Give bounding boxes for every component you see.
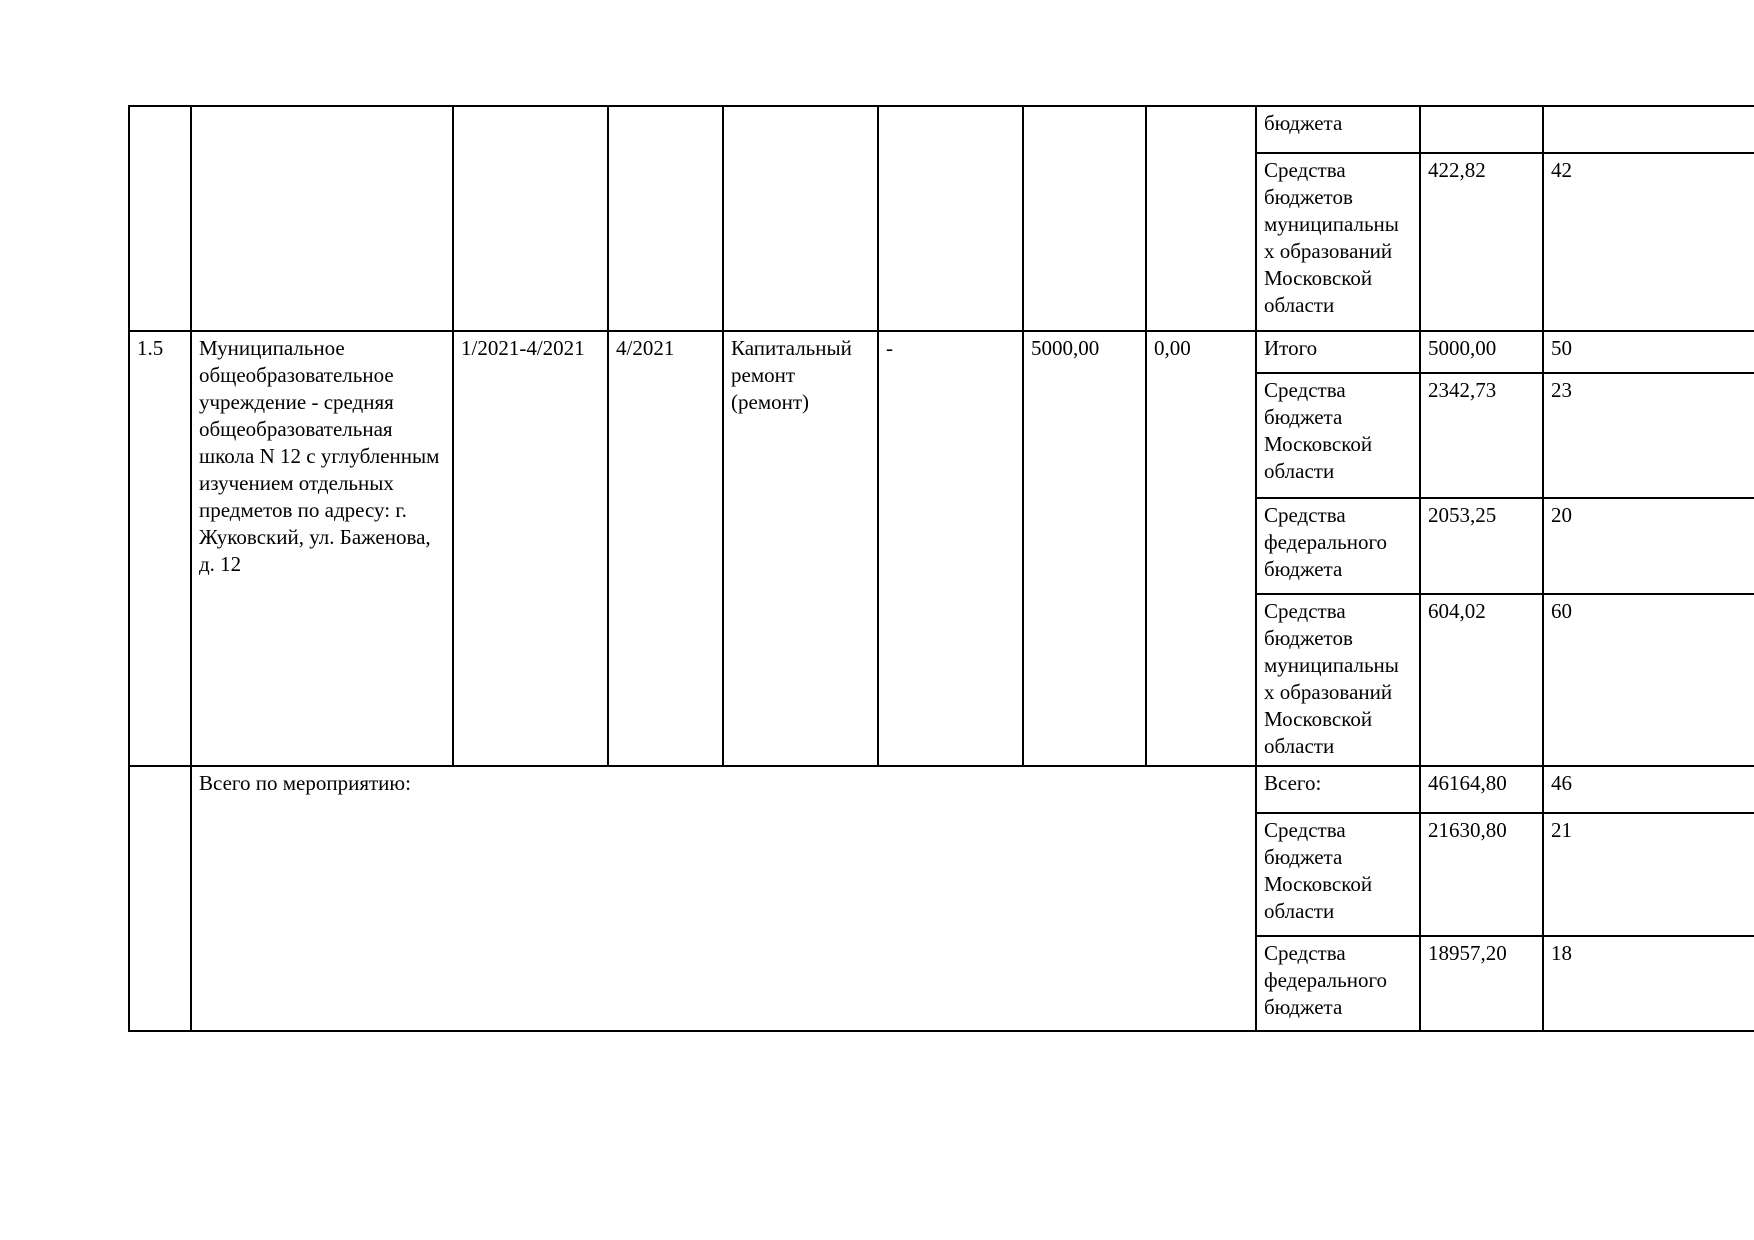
cell-work-type: Капитальный ремонт (ремонт): [723, 331, 878, 766]
cell-funding-2021: 5000,00: [1420, 331, 1543, 373]
cell-dash: -: [878, 331, 1023, 766]
cell-completion-date: [608, 106, 723, 331]
cell-completion-date: 4/2021: [608, 331, 723, 766]
cell-funding-total: 21: [1543, 813, 1754, 936]
cell-funding-total: [1543, 106, 1754, 153]
cell-funding-source: Средства федерального бюджета: [1256, 936, 1420, 1031]
cell-amount-done: [1146, 106, 1256, 331]
cell-funding-source: бюджета: [1256, 106, 1420, 153]
cell-funding-2021: 21630,80: [1420, 813, 1543, 936]
cell-funding-2021: [1420, 106, 1543, 153]
cell-period: [453, 106, 608, 331]
cell-item-number: [129, 766, 191, 1031]
cell-funding-2021: 2342,73: [1420, 373, 1543, 498]
cell-amount-done: 0,00: [1146, 331, 1256, 766]
cell-funding-total: 60: [1543, 594, 1754, 766]
cell-funding-2021: 2053,25: [1420, 498, 1543, 594]
cell-work-type: [723, 106, 878, 331]
cell-dash: [878, 106, 1023, 331]
cell-funding-2021: 422,82: [1420, 153, 1543, 331]
cell-funding-total: 23: [1543, 373, 1754, 498]
cell-funding-source: Средства бюджета Московской области: [1256, 813, 1420, 936]
cell-item-number: [129, 106, 191, 331]
budget-table: [128, 105, 1754, 1032]
cell-funding-source: Средства бюджетов муниципальны х образований Московской области: [1256, 594, 1420, 766]
cell-item-number: 1.5: [129, 331, 191, 766]
cell-funding-total: 42: [1543, 153, 1754, 331]
cell-funding-2021: 46164,80: [1420, 766, 1543, 813]
cell-object-name: Муниципальное общеобразовательное учреждение - средняя общеобразовательная школа N 12 с углубленным изучением отдельных предметов по адресу: г. Жуковский, ул. Баженова, д. 12: [191, 331, 453, 766]
totals-row-vsego: [129, 766, 1754, 813]
cell-funding-source: Средства федерального бюджета: [1256, 498, 1420, 594]
carryover-row-1: [129, 106, 1754, 153]
cell-funding-source: Средства бюджета Московской области: [1256, 373, 1420, 498]
cell-object-name: [191, 106, 453, 331]
cell-funding-source: Средства бюджетов муниципальны х образований Московской области: [1256, 153, 1420, 331]
cell-funding-total: 18: [1543, 936, 1754, 1031]
cell-funding-2021: 18957,20: [1420, 936, 1543, 1031]
cell-funding-total: 50: [1543, 331, 1754, 373]
item-row-itogo: [129, 331, 1754, 373]
cell-funding-source: Всего:: [1256, 766, 1420, 813]
cell-totals-label: Всего по мероприятию:: [191, 766, 1256, 1031]
cell-funding-total: 46: [1543, 766, 1754, 813]
cell-funding-total: 20: [1543, 498, 1754, 594]
cell-amount-total: 5000,00: [1023, 331, 1146, 766]
cell-funding-source: Итого: [1256, 331, 1420, 373]
cell-period: 1/2021-4/2021: [453, 331, 608, 766]
cell-funding-2021: 604,02: [1420, 594, 1543, 766]
cell-amount-total: [1023, 106, 1146, 331]
